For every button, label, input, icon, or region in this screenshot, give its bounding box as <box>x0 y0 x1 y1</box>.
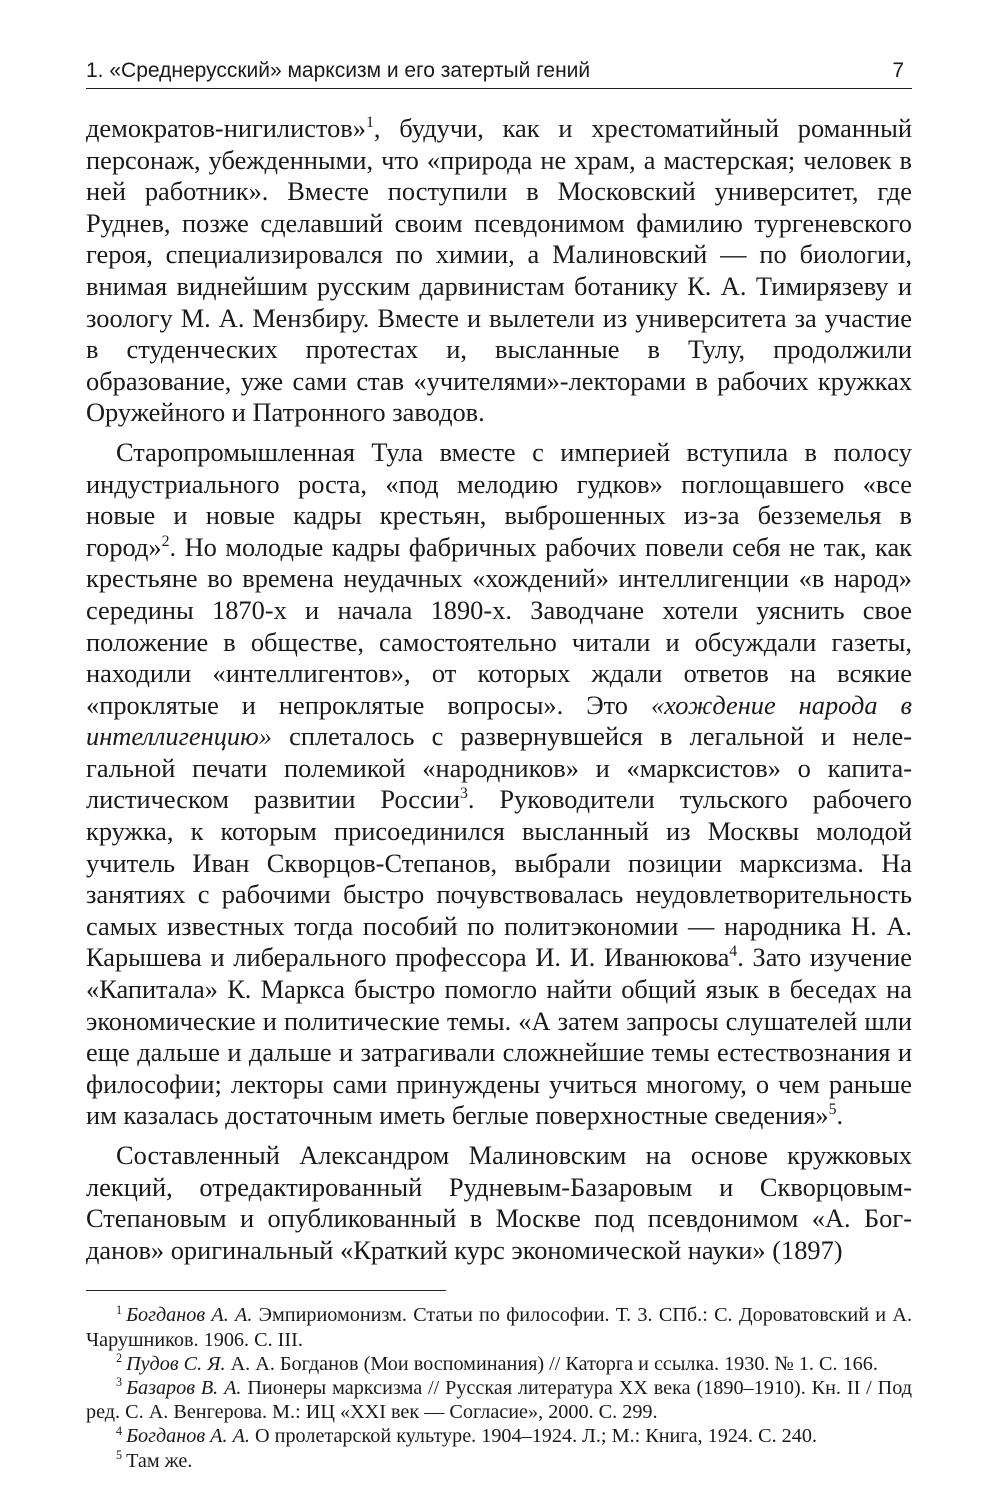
main-text <box>86 113 912 1266</box>
page-number: 7 <box>892 59 904 82</box>
book-page <box>86 58 912 1473</box>
footnote-author: Богданов А. А. <box>126 1304 253 1327</box>
footnote-ref-1: 1 <box>365 114 374 132</box>
footnote-4 <box>86 1424 912 1448</box>
paragraph-2 <box>86 437 912 1132</box>
footnote-text: Пионеры марксизма // Русская литература XX века (1890–1910). Кн. II / Под ред. С. А. Венгерова. М.: ИЦ «XXI век — Согласие», 2000. С. 299. <box>86 1376 912 1424</box>
text-run: . Зато изучение «Капитала» К. Маркса быстро помогло найти общий язык в беседах на экономические и политические темы. «А затем запросы слушателей шли еще дальше и дальше и затрагивали сложнейшие темы естествознания и философии; лекторы сами принуждены учиться многому, о чем раньше им казалась достаточным иметь беглые поверхностные сведения» <box>86 942 912 1131</box>
footnote-author: Богданов А. А. <box>126 1425 250 1448</box>
text-run: . <box>836 1100 844 1131</box>
footnote-2 <box>86 1352 912 1376</box>
text-run: . Но молодые кадры фабричных рабочих повели себя не так, как крестьяне во времена неудачных «хождений» интеллигенции «в народ» середины 1870-х и начала 1890-х. Заводчане хотели уяснить свое положение в обществе, самостоятельно читали и обсуждали газеты, находили «интеллигентов», от которых ждали ответов на всякие «проклятые и непроклятые вопросы». Это <box>86 531 912 720</box>
footnote-text: Эмпириомонизм. Статьи по философии. Т. 3. СПб.: С. Дороватовский и А. Чарушников. 1906. С. III. <box>86 1304 912 1351</box>
footnotes <box>86 1303 912 1472</box>
running-header <box>86 58 912 89</box>
footnote-marker: 1 <box>116 1302 123 1317</box>
footnote-author: Пудов С. Я. <box>126 1352 226 1375</box>
footnote-text: А. А. Богданов (Мои воспоминания) // Каторга и ссылка. 1930. № 1. С. 166. <box>225 1352 878 1375</box>
footnote-text: Там же. <box>126 1449 193 1472</box>
text-run: сплеталось с развернувшейся в легальной и нелегальной печати полемикой «народников» и «марксистов» о капиталистическом развитии России <box>86 721 912 815</box>
footnote-marker: 5 <box>116 1447 123 1462</box>
text-run: Составленный Александром Малиновским на основе кружковых лекций, отредактированный Рудневым-Базаровым и Скворцовым-Степановым и опубликованный в Москве под псевдонимом «А. Богданов» оригинальный «Краткий курс экономической науки» (1897) <box>86 1140 912 1265</box>
footnote-divider <box>86 1290 446 1291</box>
footnote-author: Базаров В. А. <box>126 1376 242 1399</box>
footnote-ref-4: 4 <box>729 943 738 961</box>
footnote-1 <box>86 1303 912 1351</box>
footnote-marker: 4 <box>116 1423 123 1438</box>
footnote-text: О пролетарской культуре. 1904–1924. Л.; М.: Книга, 1924. С. 240. <box>249 1425 817 1448</box>
footnote-marker: 3 <box>116 1375 123 1390</box>
footnote-5 <box>86 1449 912 1473</box>
emphasis-phrase: «хождение народа в интеллигенцию» <box>86 689 912 752</box>
text-run: демократов-нигилистов» <box>86 113 366 143</box>
text-run: . Руководители тульского рабочего кружка, к которым присоединился высланный из Москвы молодой учитель Иван Скворцов-Степанов, выбрали позиции марксизма. На занятиях с рабочими быстро почувствовалась неудовлетворительность самых известных тогда пособий по политэкономии — народника Н. А. Карышева и либерального профессора И. И. Иванюкова <box>86 784 912 973</box>
chapter-title: 1. «Среднерусский» марксизм и его затертый гений <box>86 59 591 82</box>
paragraph-3 <box>86 1140 912 1266</box>
text-run: Старопромышленная Тула вместе с империей вступила в полосу индустриального роста, «под мелодию гудков» поглощавшего «все новые и новые кадры крестьян, выброшенных из-за безземелья в город» <box>86 436 912 562</box>
footnote-ref-5: 5 <box>828 1101 837 1119</box>
paragraph-1 <box>86 113 912 429</box>
footnote-ref-2: 2 <box>161 532 170 550</box>
footnote-ref-3: 3 <box>459 785 468 803</box>
footnote-marker: 2 <box>116 1351 123 1366</box>
text-run: , будучи, как и хрестоматийный романный персонаж, убежденными, что «природа не храм, а мастерская; человек в ней работник». Вместе поступили в Московский университет, где Руднев, позже сделавший своим псевдонимом фамилию тургеневского героя, специализировался по химии, а Малиновский — по биологии, внимая виднейшим русским дарвинистам ботанику К. А. Тимирязеву и зоологу М. А. Мензбиру. Вместе и вылетели из университета за участие в студенческих протестах и, высланные в Тулу, продолжили образование, уже сами став «учителями»-лекторами в рабочих кружках Оружейного и Патронного заводов. <box>86 113 912 428</box>
footnote-3 <box>86 1376 912 1424</box>
